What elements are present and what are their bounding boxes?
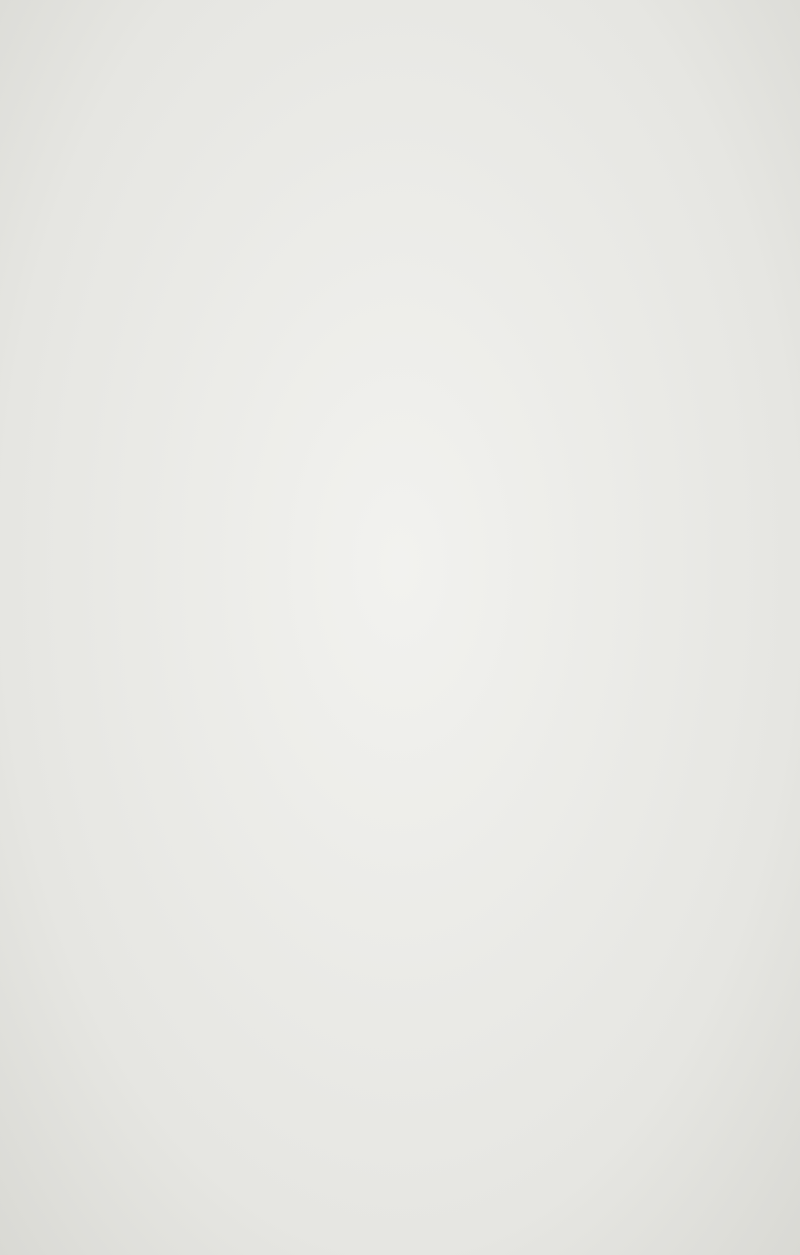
text-line (36, 422, 664, 458)
text-line (36, 209, 664, 245)
text-line (36, 635, 664, 671)
text-line (36, 529, 664, 565)
text-line (36, 564, 664, 600)
text-line (36, 280, 664, 316)
paragraph-2 (36, 458, 664, 636)
text-line (36, 919, 664, 955)
text-line (36, 103, 664, 139)
text-line (36, 1061, 664, 1097)
text-line (36, 174, 664, 210)
text-line (36, 990, 664, 1026)
text-line (36, 742, 664, 778)
paragraph-4 (36, 955, 664, 1097)
text-line (36, 848, 664, 884)
text-line (36, 458, 664, 494)
text-line (36, 67, 664, 103)
body-text (36, 67, 664, 1097)
text-line (36, 316, 664, 352)
text-line (36, 387, 664, 423)
text-line (36, 351, 664, 387)
text-line (36, 493, 664, 529)
text-line (36, 955, 664, 991)
text-line (36, 600, 664, 636)
paragraph-3 (36, 635, 664, 955)
text-line (36, 245, 664, 281)
text-line (36, 138, 664, 174)
text-line (36, 671, 664, 707)
text-line (36, 1026, 664, 1062)
text-line (36, 813, 664, 849)
paragraph-1 (36, 67, 664, 458)
text-line (36, 884, 664, 920)
text-line (36, 777, 664, 813)
text-line (36, 706, 664, 742)
